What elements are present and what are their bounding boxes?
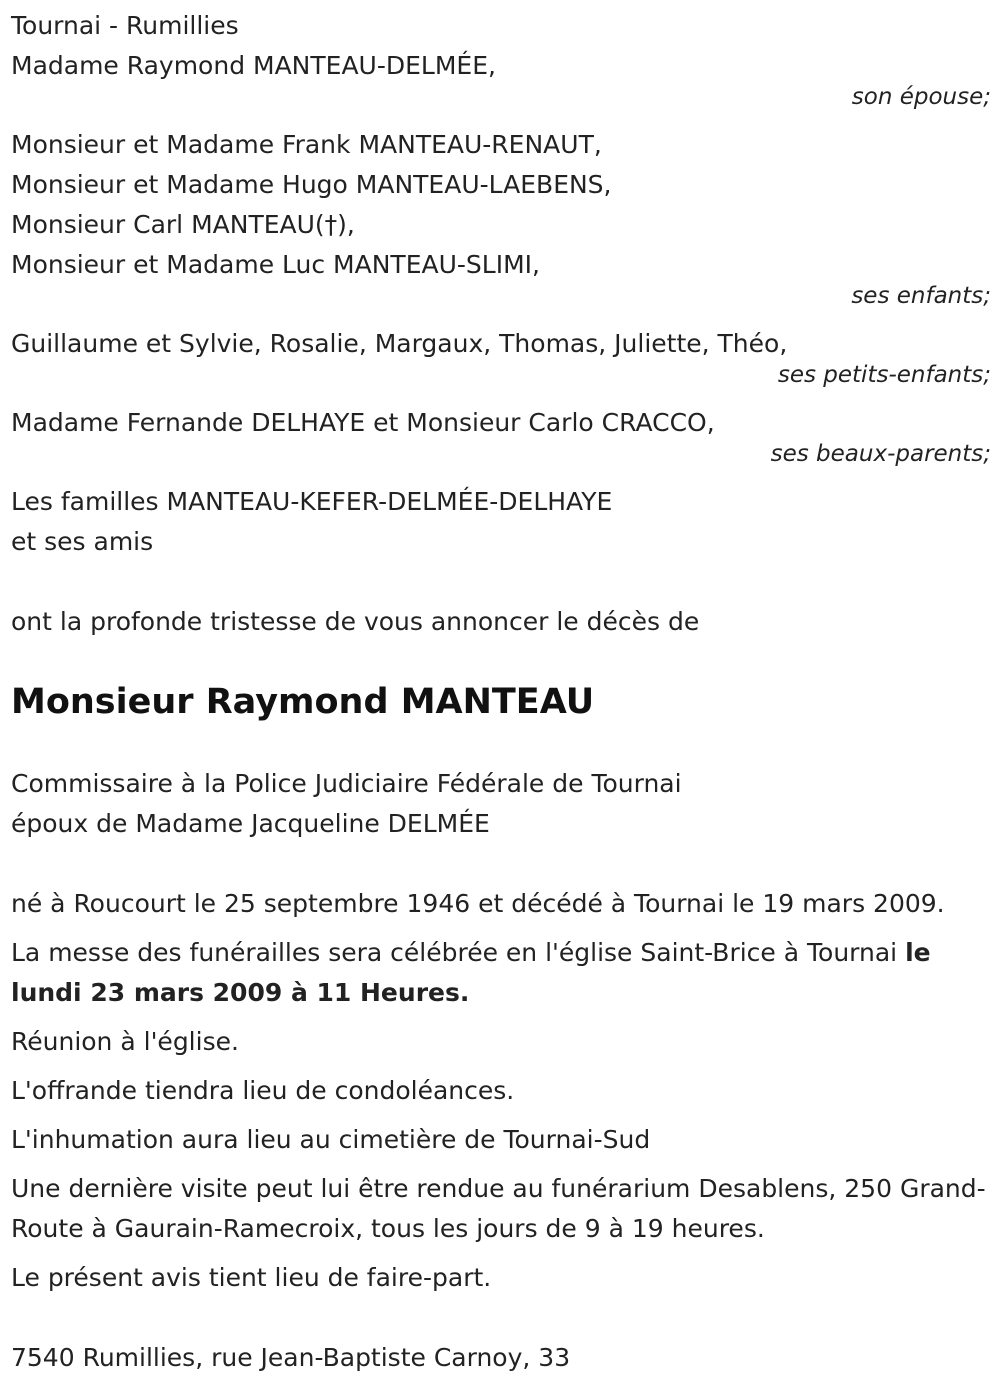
deceased-occupation: Commissaire à la Police Judiciaire Fédérale de Tournai [11, 769, 682, 798]
meeting-text: Réunion à l'église. [11, 1027, 239, 1056]
friends-line: et ses amis [11, 527, 154, 556]
birth-death-text: né à Roucourt le 25 septembre 1946 et décédé à Tournai le 19 mars 2009. [11, 889, 945, 918]
in-laws-role: ses beaux-parents; [770, 441, 991, 467]
spouse-role: son épouse; [851, 84, 991, 110]
location-header: Tournai - Rumillies [11, 11, 239, 40]
child-name: Monsieur et Madame Luc MANTEAU-SLIMI, [11, 250, 540, 279]
mass-paragraph [11, 933, 991, 1013]
visit-text: Une dernière visite peut lui être rendue au funérarium Desablens, 250 Grand-Route à Gaurain-Ramecroix, tous les jours de 9 à 19 heures. [11, 1174, 986, 1243]
home-address: 7540 Rumillies, rue Jean-Baptiste Carnoy, 33 [11, 1343, 571, 1372]
announcement-text: ont la profonde tristesse de vous annoncer le décès de [11, 607, 700, 636]
child-name: Monsieur et Madame Hugo MANTEAU-LAEBENS, [11, 170, 612, 199]
deceased-spouse: époux de Madame Jacqueline DELMÉE [11, 809, 490, 838]
notice-text: Le présent avis tient lieu de faire-part. [11, 1263, 492, 1292]
burial-text: L'inhumation aura lieu au cimetière de Tournai-Sud [11, 1125, 651, 1154]
grandchildren-role: ses petits-enfants; [777, 362, 991, 388]
offering-text: L'offrande tiendra lieu de condoléances. [11, 1076, 515, 1105]
deceased-name: Monsieur Raymond MANTEAU [11, 682, 595, 722]
in-laws-names: Madame Fernande DELHAYE et Monsieur Carlo CRACCO, [11, 408, 715, 437]
mass-date: le lundi 23 mars 2009 à 11 Heures. [11, 938, 931, 1007]
children-role: ses enfants; [851, 283, 991, 309]
child-name: Monsieur et Madame Frank MANTEAU-RENAUT, [11, 130, 602, 159]
spouse-name: Madame Raymond MANTEAU-DELMÉE, [11, 51, 496, 80]
mass-text: La messe des funérailles sera célébrée en l'église Saint-Brice à Tournai [11, 938, 906, 967]
grandchildren-names: Guillaume et Sylvie, Rosalie, Margaux, Thomas, Juliette, Théo, [11, 329, 788, 358]
child-name: Monsieur Carl MANTEAU(†), [11, 210, 355, 239]
obituary-notice [11, 0, 991, 1378]
families-line: Les familles MANTEAU-KEFER-DELMÉE-DELHAYE [11, 487, 613, 516]
